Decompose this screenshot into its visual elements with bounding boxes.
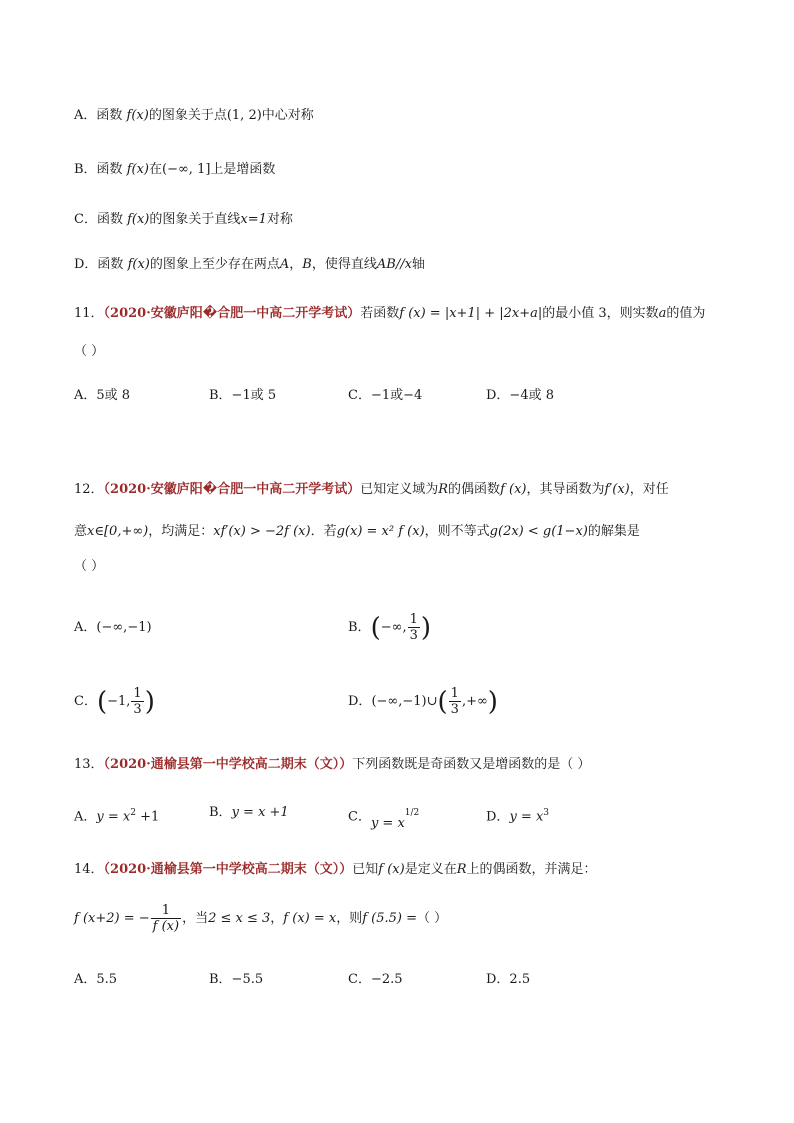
question-source: （2020·通榆县第一中学校高二期末（文）） [103, 757, 353, 772]
stem-text: 的值为 [666, 306, 706, 321]
option-text: 上是增函数 [210, 162, 276, 177]
stem-text: 上的偶函数，并满足： [466, 862, 597, 877]
question-number: 14． [74, 862, 104, 877]
fraction-den: 3 [133, 702, 142, 717]
stem-text: 是定义在 [404, 862, 457, 877]
math-f: f [126, 162, 132, 177]
option-text: 对称 [266, 212, 293, 227]
math-sup: 2 [130, 808, 136, 818]
math-g-inequality: g(2x) < g(1−x) [489, 524, 588, 539]
fraction [151, 903, 181, 934]
q10-option-c [74, 210, 293, 230]
stem-text: 的偶函数 [448, 482, 501, 497]
stem-text: ，对任 [629, 482, 669, 497]
q11-option-b: B．−1或 5 [209, 388, 277, 403]
math-fx: f (x) [378, 862, 405, 877]
option-text: B．函数 [74, 162, 123, 177]
math-x: (x) [132, 257, 150, 272]
fraction-num: 1 [151, 903, 181, 919]
math-eq: f (x) = x [283, 911, 337, 926]
math-text: ,+∞ [461, 694, 488, 709]
q11-option-a: A．5或 8 [74, 388, 131, 403]
q14-option-a: A．5.5 [74, 972, 118, 987]
math-inequality: xf′(x) > −2f (x) [213, 524, 311, 539]
question-number: 11． [74, 306, 104, 321]
fraction-den: 3 [450, 702, 459, 717]
q12-option-b [348, 606, 431, 650]
q10-option-d [74, 255, 425, 275]
math-x: (x) [131, 162, 149, 177]
option-text: 在 [149, 162, 163, 177]
q12-stem-line2 [74, 522, 640, 542]
math-f: f [127, 212, 132, 227]
q13-option-d [486, 803, 549, 827]
stem-text: ，则 [336, 911, 363, 926]
q11-option-d: D．−4或 8 [486, 388, 554, 403]
math-text: (−∞,−1)∪ [371, 694, 438, 709]
q13-option-b [209, 803, 289, 823]
option-label: C． [348, 809, 371, 825]
option-text: ，使得直线 [311, 257, 377, 272]
option-label: B． [209, 805, 232, 820]
math-ab: AB//x [376, 257, 412, 272]
math-fx: f (x) [500, 482, 527, 497]
math-range: 2 ≤ x ≤ 3 [208, 911, 271, 926]
q11-paren: （ ） [74, 344, 105, 359]
stem-text: ， [270, 911, 284, 926]
math-ask: f (5.5) = [362, 911, 418, 926]
q13-stem [74, 755, 590, 775]
stem-text: ，均满足： [148, 524, 214, 539]
stem-text: ，则不等式 [424, 524, 490, 539]
q14-stem-line2 [74, 897, 447, 941]
stem-text: 下列函数既是奇函数又是增函数的是（ ） [352, 757, 591, 772]
paren-close: ) [144, 686, 155, 717]
math-point: (1, 2) [226, 108, 262, 123]
paren-close: ) [487, 686, 498, 717]
paren-open: ( [437, 686, 448, 717]
q13-option-a [74, 803, 159, 827]
stem-text: 的解集是 [587, 524, 640, 539]
stem-text: 的最小值 3，则实数 [542, 306, 659, 321]
question-source: （2020·安徽庐阳�合肥一中高二开学考试） [103, 482, 361, 497]
option-label: C． [74, 694, 97, 709]
option-text: 的图象上至少存在两点 [149, 257, 280, 272]
q12-stem-line1 [74, 480, 669, 500]
math-expr: +1 [135, 809, 160, 825]
q12-option-d [348, 680, 498, 724]
fraction-den: f (x) [152, 919, 180, 934]
math-a: a [658, 306, 667, 321]
math-x: (x) [131, 108, 149, 123]
stem-text: ，其导函数为 [526, 482, 605, 497]
q14-option-b: B．−5.5 [209, 972, 264, 987]
math-text: −1, [107, 694, 131, 709]
q13-option-c [348, 803, 420, 832]
stem-text: 意 [74, 524, 88, 539]
math-function: f (x) = |x+1| + |2x+a| [399, 306, 543, 321]
math-r: R [438, 482, 449, 497]
q11-stem [74, 304, 705, 324]
option-label: D． [348, 694, 372, 709]
q10-option-b [74, 160, 275, 180]
option-label: A． [74, 620, 97, 635]
fraction-num: 1 [450, 686, 459, 701]
math-fpx: f′(x) [604, 482, 630, 497]
paren-close: ) [420, 612, 432, 643]
q12-option-c [74, 680, 155, 724]
math-interval: (−∞,−1) [96, 620, 152, 635]
paren-open: ( [370, 612, 381, 643]
q11-option-c: C．−1或−4 [348, 388, 423, 403]
math-sup: 1/2 [404, 808, 420, 818]
stem-text: 已知 [352, 862, 379, 877]
option-text: 中心对称 [261, 108, 314, 123]
math-expr: y = x [96, 809, 131, 825]
option-text: A．函数 [74, 108, 123, 123]
q14-option-d: D．2.5 [486, 972, 531, 987]
math-expr: f (x+2) = − [74, 911, 150, 926]
q12-paren: （ ） [74, 559, 105, 574]
fraction [449, 686, 461, 717]
math-f: f [126, 108, 132, 123]
stem-text: 已知定义域为 [360, 482, 439, 497]
math-eq: x=1 [240, 212, 267, 227]
math-g-def: g(x) = x² f (x) [336, 524, 425, 539]
fraction [408, 612, 420, 643]
math-f: f [127, 257, 133, 272]
math-r: R [456, 862, 467, 877]
option-text: 轴 [411, 257, 425, 272]
stem-text: ．若 [310, 524, 337, 539]
option-text: 的图象关于直线 [149, 212, 241, 227]
question-number: 12． [74, 482, 104, 497]
fraction-num: 1 [133, 686, 142, 701]
option-label: A． [74, 809, 97, 825]
q12-option-a [74, 618, 152, 638]
math-b: B [302, 257, 312, 272]
math-expr: y = x [509, 809, 544, 825]
math-a: A [279, 257, 290, 272]
fraction-den: 3 [409, 628, 418, 643]
math-text: −∞, [380, 620, 407, 635]
question-source: （2020·安徽庐阳�合肥一中高二开学考试） [103, 306, 361, 321]
option-text: D．函数 [74, 257, 124, 272]
fraction-num: 1 [409, 612, 418, 627]
math-expr: y = x +1 [231, 805, 289, 820]
q10-option-a [74, 106, 314, 126]
option-text: ， [289, 257, 303, 272]
option-label: D． [486, 809, 510, 825]
paren-open: ( [96, 686, 108, 717]
option-label: B． [348, 620, 371, 635]
math-expr: y = x [370, 816, 405, 832]
math-domain: x∈[0,+∞) [87, 524, 149, 539]
stem-text: 若函数 [360, 306, 400, 321]
stem-text: ，当 [182, 911, 209, 926]
math-sup: 3 [543, 808, 550, 818]
q14-option-c: C．−2.5 [348, 972, 403, 987]
math-x: (x) [131, 212, 150, 227]
question-source: （2020·通榆县第一中学校高二期末（文）） [103, 862, 353, 877]
option-text: 的图象关于点 [148, 108, 227, 123]
math-interval: (−∞, 1] [162, 162, 211, 177]
option-text: C．函数 [74, 212, 123, 227]
q14-stem-line1 [74, 860, 597, 880]
fraction [131, 686, 143, 717]
question-number: 13． [74, 757, 104, 772]
answer-paren: （ ） [417, 911, 448, 926]
